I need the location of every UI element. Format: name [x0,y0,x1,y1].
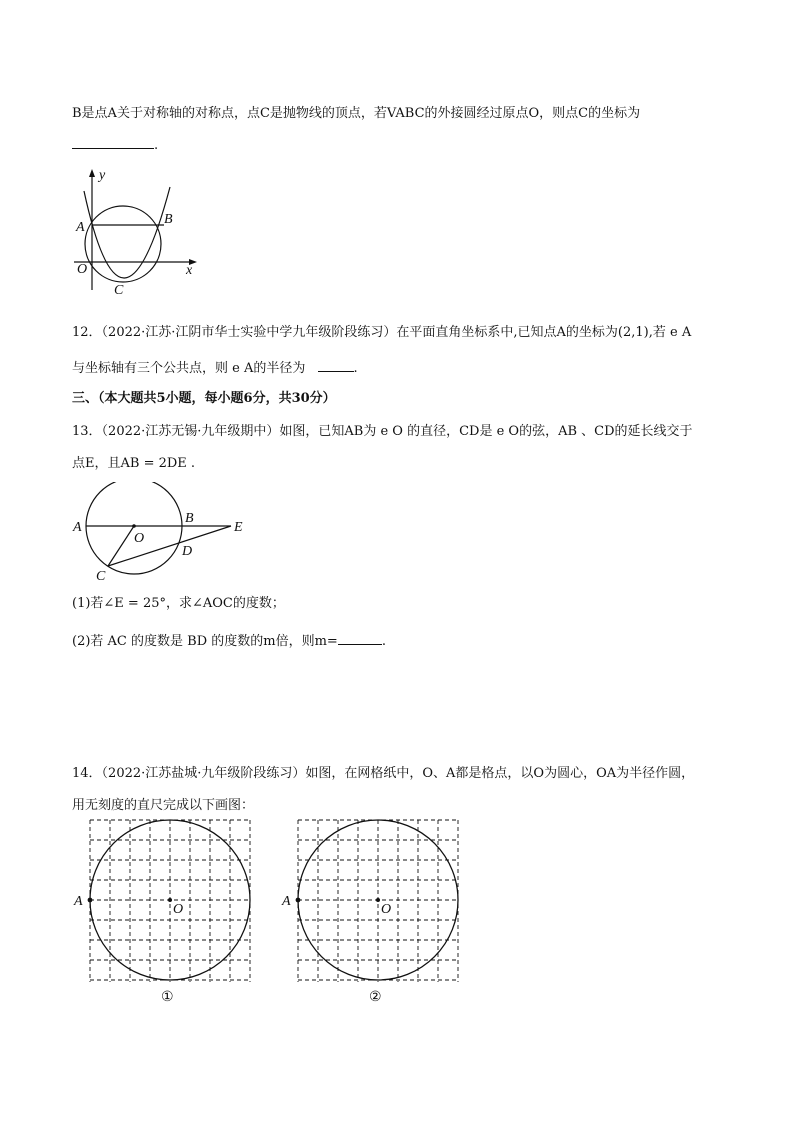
label-b: B [185,511,194,526]
point-o [168,898,172,902]
point-a [88,898,93,903]
label-o: O [77,262,88,277]
q13-sub2-period: . [381,634,386,649]
q12-line2 [72,357,358,376]
line-ec [108,526,231,566]
center-point [132,524,136,528]
label-o: O [381,902,392,917]
point-o [376,898,380,902]
figure-caption: ① [161,990,174,1005]
q13-line1: 13．（2022·江苏无锡·九年级期中）如图，已知AB为 e O 的直径，CD是 e O的弦，AB 、CD的延长线交于 [72,424,693,439]
q12-period: . [353,361,358,376]
label-o: O [173,902,184,917]
label-d: D [182,544,193,559]
q14-figure-1 [72,816,262,1006]
label-c: C [114,283,124,298]
y-axis-arrow-icon [89,169,95,177]
section-heading: 三、（本大题共5小题，每小题6分，共30分） [72,391,336,406]
figure-caption: ② [369,990,382,1005]
point-a [296,898,301,903]
q12-text: 与坐标轴有三个公共点，则 e A的半径为 [72,361,306,376]
label-a: A [73,520,82,535]
q11-figure [66,163,202,299]
label-a: A [282,894,291,909]
label-b: B [164,212,173,227]
label-e: E [234,520,243,535]
circumcircle [85,206,161,282]
label-y: y [99,168,106,183]
label-o: O [134,531,145,546]
q12-line1: 12．（2022·江苏·江阴市华士实验中学九年级阶段练习）在平面直角坐标系中,已知点A的坐标为(2,1),若 e A [72,325,692,340]
q11-period: . [154,138,159,153]
label-a: A [76,220,85,235]
q13-sub1: (1)若∠E = 25°，求∠AOC的度数； [72,596,285,611]
label-a: A [74,894,83,909]
q11-text-line1: B是点A关于对称轴的对称点，点C是抛物线的顶点，若VABC的外接圆经过原点O，则点C的坐标为 [72,106,641,121]
parabola [84,187,170,278]
q14-line1: 14．（2022·江苏盐城·九年级阶段练习）如图，在网格纸中，O、A都是格点，以O为圆心，OA为半径作圆， [72,766,695,781]
radius-oc [108,526,134,566]
q13-sub2 [72,630,386,649]
q14-figure-2 [280,816,470,1006]
answer-blank [338,632,382,645]
q14-line2: 用无刻度的直尺完成以下画图： [72,798,255,813]
answer-blank [72,136,154,149]
answer-blank [318,359,354,372]
label-x: x [186,263,193,278]
label-c: C [96,569,106,584]
q11-answer-line [72,136,158,153]
q13-figure [66,482,256,584]
q13-line2: 点E，且AB = 2DE . [72,456,196,471]
q13-sub2-text: (2)若 AC 的度数是 BD 的度数的m倍，则m= [72,634,338,649]
circle-o [86,482,182,574]
